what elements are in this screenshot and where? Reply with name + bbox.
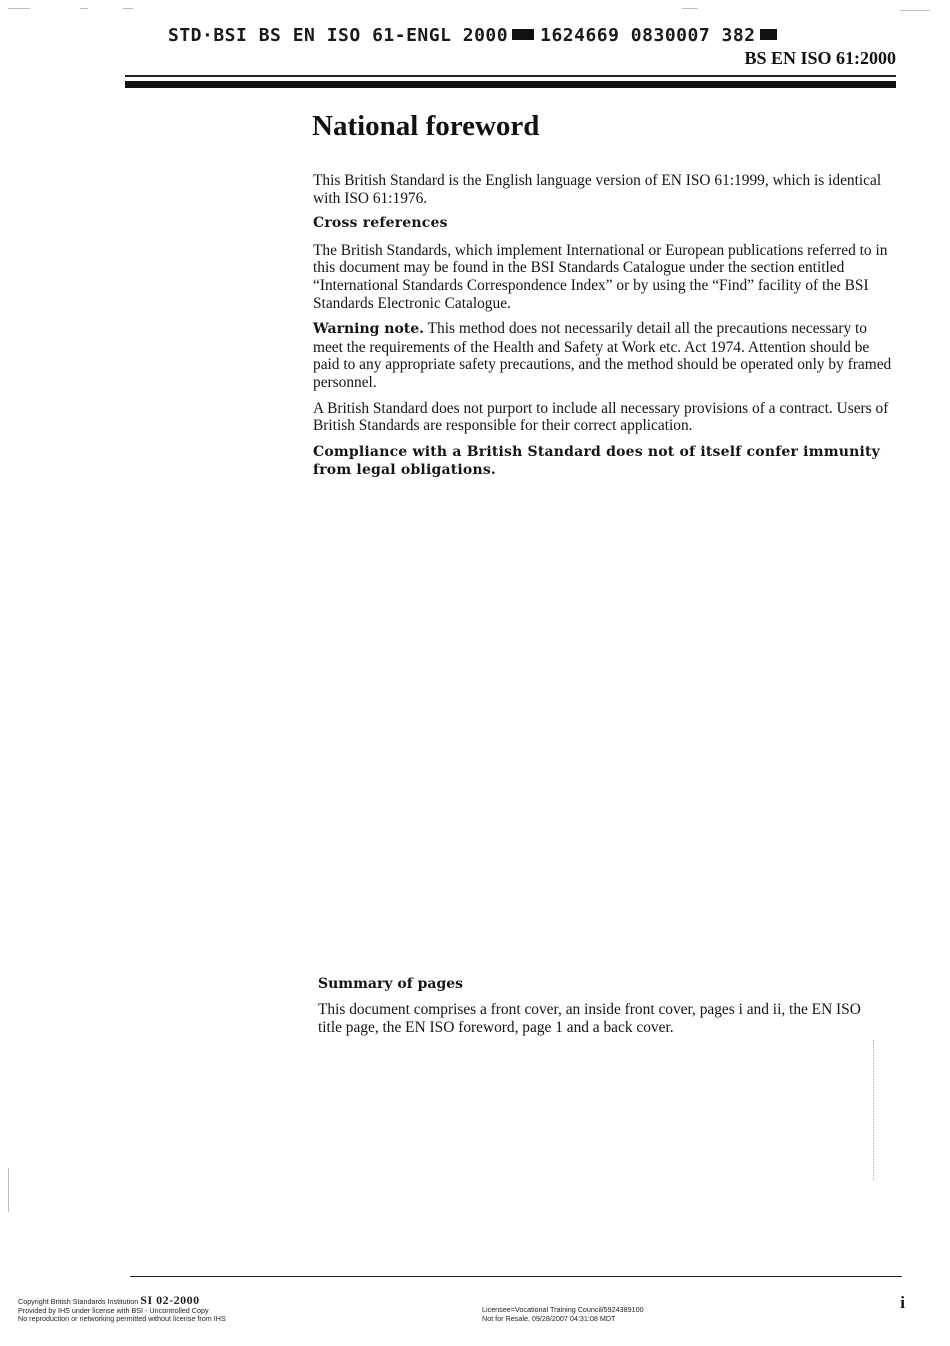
- date-stamp: SI 02-2000: [140, 1293, 200, 1307]
- copyright-notice: [18, 1293, 226, 1324]
- document-code: [168, 25, 777, 46]
- header-rule-thick: [125, 81, 896, 88]
- document-code-prefix: STD·BSI BS EN ISO 61-ENGL 2000: [168, 25, 509, 46]
- warning-paragraph: [313, 320, 895, 391]
- header-rule-thin: [125, 75, 896, 77]
- intro-paragraph: This British Standard is the English language version of EN ISO 61:1999, which is identical with ISO 61:1976.: [313, 172, 882, 207]
- warning-label: Warning note.: [313, 321, 425, 338]
- scan-mark: [682, 8, 698, 9]
- page-number: i: [900, 1293, 905, 1312]
- no-reproduction-line: No reproduction or networking permitted without license from IHS: [18, 1314, 226, 1324]
- scan-mark: [8, 8, 30, 9]
- copyright-line: [18, 1293, 226, 1307]
- licensee-line: Licensee=Vocational Training Council/5924389100: [482, 1305, 644, 1314]
- foreword-body: [313, 172, 895, 487]
- standard-id: BS EN ISO 61:2000: [744, 48, 896, 68]
- resale-line: Not for Resale, 09/28/2007 04:31:08 MDT: [482, 1313, 616, 1323]
- scan-mark: [123, 8, 133, 9]
- warning-text: This method does not necessarily detail all the precautions necessary to meet the requirements of the Health and Safety at Work etc. Act 1974. Attention should be paid to any appropriate safety precautions, and the method should be operated only by framed personnel.: [313, 320, 892, 391]
- scan-mark: [900, 10, 930, 11]
- summary-paragraph: This document comprises a front cover, an inside front cover, pages i and ii, the EN ISO title page, the EN ISO foreword, page 1 and a back cover.: [318, 1001, 861, 1036]
- summary-heading: Summary of pages: [318, 976, 464, 992]
- scan-mark: [80, 8, 88, 9]
- compliance-statement: Compliance with a British Standard does not of itself confer immunity from legal obligations.: [313, 443, 880, 478]
- cross-references-heading: Cross references: [313, 215, 448, 232]
- cross-references-paragraph: The British Standards, which implement International or European publications referred to in this document may be found in the BSI Standards Catalogue under the section entitled “International Standards Correspondence Index” or by using the “Find” facility of the BSI Standards Electronic Catalogue.: [313, 241, 888, 312]
- barcode-block: [512, 29, 534, 40]
- license-line: Provided by IHS under license with BSI - Uncontrolled Copy: [18, 1305, 209, 1315]
- barcode-block: [760, 29, 777, 40]
- contract-paragraph: A British Standard does not purport to include all necessary provisions of a contract. Users of British Standards are responsible for their correct application.: [313, 399, 889, 435]
- page-title: National foreword: [312, 110, 540, 142]
- summary-section: [318, 975, 878, 1037]
- document-code-suffix: 1624669 0830007 382: [540, 25, 756, 46]
- scan-edge-mark: [8, 1168, 9, 1212]
- scan-edge-mark: [873, 1040, 874, 1180]
- footer-rule: [130, 1276, 902, 1277]
- copyright-text: Copyright British Standards Institution: [18, 1297, 139, 1306]
- licensee-notice: [482, 1306, 644, 1323]
